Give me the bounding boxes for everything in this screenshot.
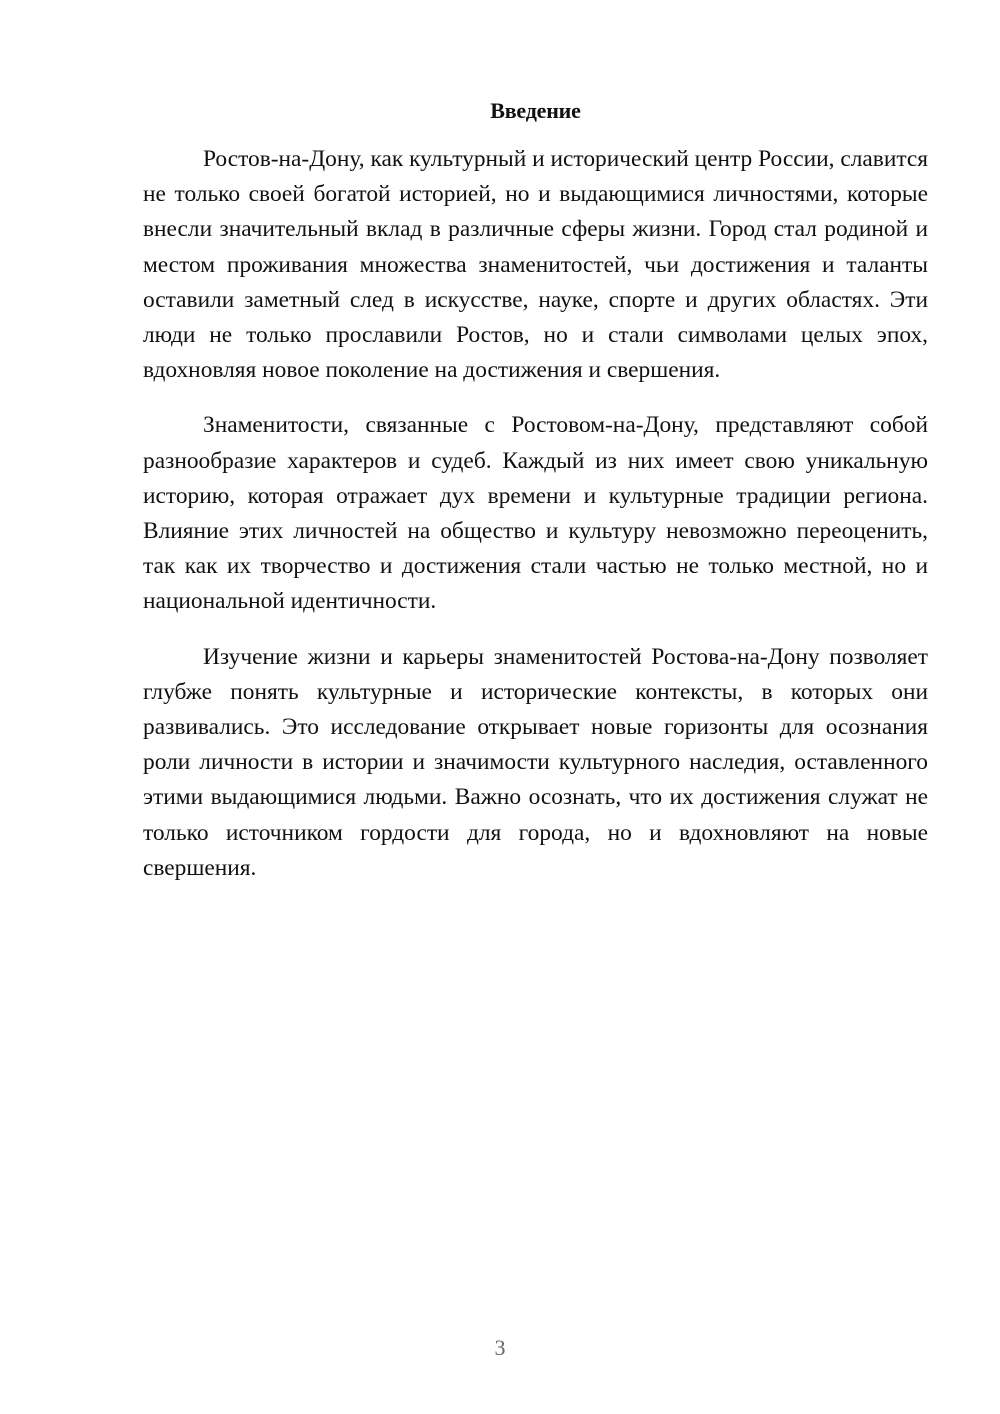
intro-paragraph-1: Ростов-на-Дону, как культурный и исторический центр России, славится не только своей богатой историей, но и выдающимися личностями, которые внесли значительный вклад в различные сферы жизни. Город стал родиной и местом проживания множества знаменитостей, чьи достижения и таланты оставили заметный след в искусстве, науке, спорте и других областях. Эти люди не только прославили Ростов, но и стали символами целых эпох, вдохновляя новое поколение на достижения и свершения. bbox=[143, 146, 928, 384]
intro-paragraph-2: Знаменитости, связанные с Ростовом-на-Дону, представляют собой разнообразие характеров и судеб. Каждый из них имеет свою уникальную историю, которая отражает дух времени и культурные традиции региона. Влияние этих личностей на общество и культуру невозможно переоценить, так как их творчество и достижения стали частью не только местной, но и национальной идентичности. bbox=[143, 412, 928, 615]
page-content bbox=[143, 94, 928, 906]
intro-paragraph-3: Изучение жизни и карьеры знаменитостей Ростова-на-Дону позволяет глубже понять культурные и исторические контексты, в которых они развивались. Это исследование открывает новые горизонты для осознания роли личности в истории и значимости культурного наследия, оставленного этими выдающимися людьми. Важно осознать, что их достижения служат не только источником гордости для города, но и вдохновляют на новые свершения. bbox=[143, 643, 928, 881]
page-title: Введение bbox=[490, 98, 581, 123]
page-number: 3 bbox=[494, 1335, 506, 1360]
